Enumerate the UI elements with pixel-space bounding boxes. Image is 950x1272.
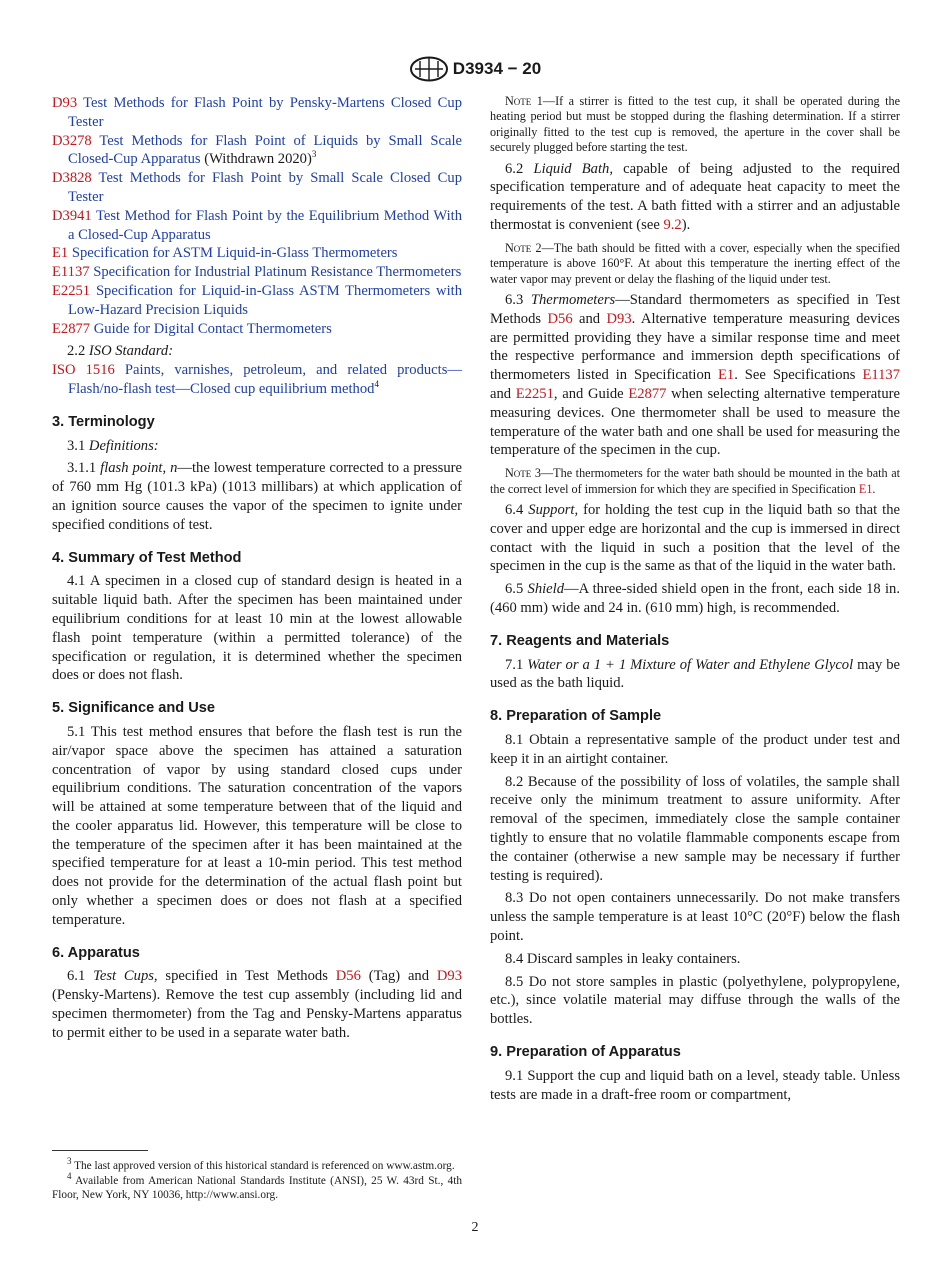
left-column: [52, 94, 462, 1043]
reference-title[interactable]: Specification for Liquid-in-Glass ASTM Thermometers with Low-Hazard Precision Liquids: [68, 282, 462, 318]
section-heading: 8. Preparation of Sample: [490, 708, 662, 725]
inline-reference-link[interactable]: D56: [547, 310, 573, 327]
page-header: [0, 56, 950, 82]
paragraph: 9.1 Support the cup and liquid bath on a level, steady table. Unless tests are made in a draft-free room or compartment,: [490, 1067, 900, 1103]
paragraph: 5.1 This test method ensures that before the flash test is run the air/vapor space above the specimen has attained a saturation concentration of vapor by using standard closed cups under equilibrium conditions. The saturation concentration of the vapors will be attained at some temperature between that of the liquid and the cooler apparatus lid. However, this temperature will be close to the temperature of the specimen after it has been maintained at the specified temperature for at least a 10-min period. This test method does not provide for the determination of the actual flash point but only whether a specimen does or does not flash at a specified temperature.: [52, 723, 462, 928]
page-number: 2: [471, 1220, 479, 1235]
reference-title[interactable]: Specification for Industrial Platinum Resistance Thermometers: [93, 264, 462, 281]
inline-reference-link[interactable]: E1: [858, 481, 873, 496]
footnotes: [52, 1150, 462, 1203]
reference-status: (Withdrawn 2020): [200, 151, 312, 168]
paragraph: 6.4 Support, for holding the test cup in the liquid bath so that the cover and upper edge are horizontal and the cup is immersed in direct contact with the liquid in such a position that the level of the specimen in the cup is the same as that of the liquid in the water bath.: [490, 502, 901, 575]
paragraph: 6.2 Liquid Bath, capable of being adjusted to the required specification temperature and of adequate heat capacity to meet the requirements of the test. A bath fitted with a stirrer and an adjustable thermostat is convenient (see 9.2).: [490, 160, 900, 234]
inline-reference-link[interactable]: D56: [335, 968, 361, 985]
reference-title[interactable]: Paints, varnishes, petroleum, and related products—Flash/no-flash test—Closed cup equilibrium method: [68, 362, 462, 397]
paragraph: 8.4 Discard samples in leaky containers.: [505, 950, 741, 967]
reference-item: [52, 361, 462, 399]
reference-code[interactable]: ISO 1516: [52, 362, 115, 379]
paragraph: 4.1 A specimen in a closed cup of standard design is heated in a suitable liquid bath. After the specimen has been maintained under equilibrium conditions for at least 10 min at the lowest allowable flash point temperature (within a permitted tolerance) of the specification or regulation, it is determined whether the specimen does or does not flash.: [52, 573, 462, 684]
paragraph: 8.2 Because of the possibility of loss of volatiles, the sample shall receive only the minimum treatment to assure uniformity. After removal of the specimen, immediately close the sample container tightly to ensure that no volatile flammable components escape from the container (otherwise a new sample may be necessary if further testing is required).: [490, 773, 900, 884]
reference-title[interactable]: Test Methods for Flash Point by Small Scale Closed Cup Tester: [68, 170, 462, 205]
reference-code[interactable]: E1: [52, 245, 69, 262]
paragraph: 6.3 Thermometers—Standard thermometers as specified in Test Methods D56 and D93. Alternative temperature measuring devices are permitted providing they have a similar response time and meet the respective performance and immersion depth specifications of thermometers listed in Specification E1. See Specifications E1137 and E2251, and Guide E2877 when selecting alternative temperature measuring devices. One thermometer shall be used to measure the temperature of the water bath and one shall be used for measuring the temperature of the specimen in the cup.: [490, 292, 900, 459]
reference-item: [52, 132, 462, 170]
reference-title[interactable]: Test Method for Flash Point by the Equilibrium Method With a Closed-Cup Apparatus: [68, 207, 462, 243]
reference-item: [52, 169, 462, 207]
inline-reference-link[interactable]: 9.2: [663, 217, 682, 234]
reference-code[interactable]: E1137: [52, 264, 90, 281]
footnote-marker: 4: [374, 379, 379, 390]
note: Note 3—The thermometers for the water bath should be mounted in the bath at the correct level of immersion for which they are specified in Specification E1.: [490, 466, 900, 496]
footnote: $^4$ Available from American National Standards Institute (ANSI), 25 W. 43rd St., 4th Floor, New York, NY 10036, http://www.ansi.org.: [52, 1170, 462, 1201]
reference-item: [52, 320, 462, 339]
reference-code[interactable]: D3828: [52, 170, 92, 187]
reference-title[interactable]: Specification for ASTM Liquid-in-Glass Thermometers: [71, 245, 398, 262]
paragraph: 7.1 Water or a 1 + 1 Mixture of Water and Ethylene Glycol may be used as the bath liquid.: [490, 656, 901, 692]
reference-item: [52, 207, 462, 245]
astm-logo-icon: [409, 56, 449, 82]
paragraph: 8.1 Obtain a representative sample of the product under test and keep it in an airtight container.: [490, 731, 900, 767]
inline-reference-link[interactable]: E1: [717, 367, 735, 384]
section-heading: 7. Reagents and Materials: [490, 632, 670, 649]
paragraph: 3.1 Definitions:: [67, 437, 159, 454]
paragraph: 6.5 Shield—A three-sided shield open in the front, each side 18 in. (460 mm) wide and 24 in. (610 mm) high, is recommended.: [490, 581, 900, 616]
section-heading: 6. Apparatus: [52, 944, 140, 961]
iso-heading: 2.2 ISO Standard:: [67, 343, 174, 360]
inline-reference-link[interactable]: E1137: [862, 367, 900, 384]
reference-code[interactable]: E2251: [52, 282, 91, 299]
referenced-documents: [52, 94, 462, 399]
paragraph: 8.3 Do not open containers unnecessarily. Do not make transfers unless the sample temperature is at least 10°C (20°F) below the flash point.: [490, 890, 900, 944]
section-heading: 4. Summary of Test Method: [52, 549, 242, 566]
paragraph: 6.1 Test Cups, specified in Test Methods D56 (Tag) and D93 (Pensky-Martens). Remove the test cup assembly (including lid and specimen thermometer) from the Tag and Pensky-Martens apparatus to permit either to be used in a separate water bath.: [52, 968, 462, 1041]
reference-item: [52, 282, 462, 320]
right-column: [490, 94, 900, 1104]
inline-reference-link[interactable]: D93: [436, 968, 462, 985]
inline-reference-link[interactable]: D93: [606, 310, 632, 327]
paragraph: 3.1.1 flash point, n—the lowest temperature corrected to a pressure of 760 mm Hg (101.3 kPa) (1013 millibars) at which application of an ignition source causes the vapor of the specimen to ignite under specified conditions of test.: [52, 460, 462, 533]
reference-title[interactable]: Guide for Digital Contact Thermometers: [93, 320, 332, 337]
paragraph: 8.5 Do not store samples in plastic (polyethylene, polypropylene, etc.), since volatile material may diffuse through the walls of the bottles.: [490, 973, 900, 1028]
note: Note 2—The bath should be fitted with a cover, especially when the specified temperature is above 160°F. At about this temperature the inerting effect of the water vapor may prevent or delay the flashing of the liquid under test.: [490, 240, 900, 286]
reference-code[interactable]: D3278: [52, 132, 92, 149]
reference-code[interactable]: E2877: [52, 320, 91, 337]
section-heading: 3. Terminology: [52, 413, 155, 430]
footnote: $^3$ The last approved version of this historical standard is referenced on www.astm.org.: [67, 1156, 455, 1172]
note: Note 1—If a stirrer is fitted to the test cup, it shall be operated during the heating period but must be stopped during the flashing determination. If a stirrer originally fitted to the test cup is removed, the aperture in the cover shall be securely plugged before starting the test.: [490, 94, 901, 155]
reference-code[interactable]: D3941: [52, 207, 92, 224]
reference-title[interactable]: Test Methods for Flash Point by Pensky-Martens Closed Cup Tester: [68, 95, 462, 130]
footnote-divider: [52, 1150, 148, 1151]
inline-reference-link[interactable]: E2877: [628, 386, 667, 403]
document-number: D3934 − 20: [452, 59, 542, 78]
section-heading: 5. Significance and Use: [52, 700, 216, 717]
inline-reference-link[interactable]: E2251: [515, 386, 554, 403]
reference-item: [52, 94, 462, 132]
reference-item: [52, 263, 462, 282]
footnote-marker: 3: [311, 149, 317, 160]
reference-item: [52, 244, 462, 263]
section-heading: 9. Preparation of Apparatus: [490, 1043, 681, 1060]
reference-code[interactable]: D93: [52, 95, 78, 111]
reference-title[interactable]: Test Methods for Flash Point of Liquids by Small Scale Closed-Cup Apparatus: [68, 132, 462, 168]
